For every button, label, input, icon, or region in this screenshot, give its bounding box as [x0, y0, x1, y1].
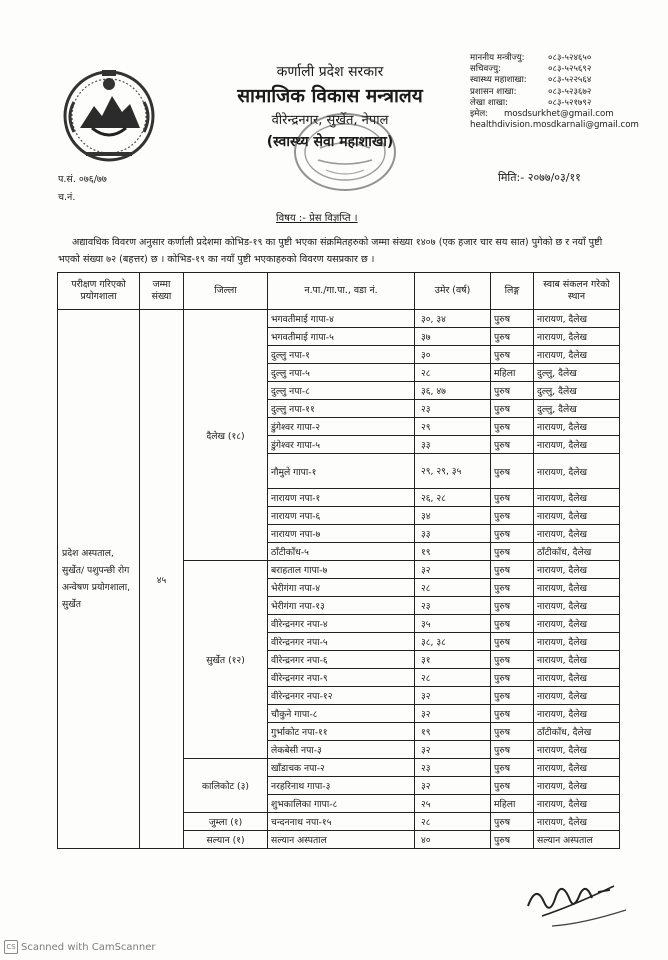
govt-name: कर्णाली प्रदेश सरकार — [276, 64, 384, 80]
swab-site-cell: नारायण, दैलेख — [534, 507, 620, 525]
sex-cell: महिला — [491, 364, 534, 382]
contact-label: इमेल: — [470, 109, 489, 120]
municipality-cell: भगवतीमाई गापा-४ — [268, 310, 415, 328]
sex-cell: पुरुष — [491, 507, 534, 525]
document-date: मिति:- २०७७/०३/११ — [498, 171, 581, 184]
age-cell: ३६, ४७ — [415, 382, 491, 400]
swab-site-cell: ठाँटीकाँध, दैलेख — [534, 543, 620, 561]
municipality-cell: चन्दननाथ नपा-१५ — [268, 813, 415, 831]
sex-cell: पुरुष — [491, 687, 534, 705]
age-cell: २८ — [415, 669, 491, 687]
email-address-2: healthdivision.mosdkarnali@gmail.com — [470, 120, 639, 131]
sex-cell: पुरुष — [491, 615, 534, 633]
swab-site-cell: दुल्लु, दैलेख — [534, 364, 620, 382]
swab-site-cell: ठाँटीकाँध, दैलेख — [534, 723, 620, 741]
age-cell: २९, २९, ३५ — [415, 454, 491, 489]
sex-cell: पुरुष — [491, 489, 534, 507]
email-address: mosdsurkhet@gmail.com — [504, 109, 614, 120]
swab-site-cell: नारायण, दैलेख — [534, 777, 620, 795]
swab-site-cell: नारायण, दैलेख — [534, 597, 620, 615]
covid-cases-table — [57, 272, 620, 849]
sex-cell: पुरुष — [491, 741, 534, 759]
age-cell: २३ — [415, 400, 491, 418]
municipality-cell: ठाँटीकाँध-५ — [268, 543, 415, 561]
contact-value: ०८३-५२३६७२ — [548, 86, 592, 97]
total-cell: ४५ — [140, 310, 184, 849]
contact-row — [470, 64, 660, 75]
district-cell: सुर्खेत (१२) — [184, 561, 268, 759]
municipality-cell: खाँडाचक नपा-२ — [268, 759, 415, 777]
municipality-cell: सल्यान अस्पताल — [268, 831, 415, 849]
contact-row — [470, 98, 660, 109]
sex-cell: पुरुष — [491, 579, 534, 597]
district-cell: कालिकोट (३) — [184, 759, 268, 813]
swab-site-cell: नारायण, दैलेख — [534, 525, 620, 543]
sex-cell: पुरुष — [491, 633, 534, 651]
municipality-cell: वीरेन्द्रनगर नपा-५ — [268, 633, 415, 651]
sex-cell: पुरुष — [491, 400, 534, 418]
contact-row — [470, 109, 660, 120]
municipality-cell: भेरीगंगा नपा-४ — [268, 579, 415, 597]
sex-cell: पुरुष — [491, 310, 534, 328]
swab-site-cell: सल्यान अस्पताल — [534, 831, 620, 849]
swab-site-cell: नारायण, दैलेख — [534, 741, 620, 759]
municipality-cell: डुंगेश्वर गापा-५ — [268, 436, 415, 454]
intro-paragraph: अद्यावधिक विवरण अनुसार कर्णाली प्रदेशमा कोभिड-१९ का पुष्टी भएका संक्रमितहरुको जम्मा संख्या १४०७ (एक हजार चार सय सात) पुगेको छ र नयाँ पुष्टी भएको संख्या ७२ (बहत्तर) छ । कोभिड-१९ का नयाँ पुष्टी भएकाहरुको विवरण यसप्रकार छ । — [58, 237, 603, 265]
contact-row — [470, 75, 660, 86]
municipality-cell: डुंगेश्वर गापा-२ — [268, 418, 415, 436]
subject-line: विषय :- प्रेस विज्ञप्ति । — [276, 213, 358, 224]
swab-site-cell: दुल्लु, दैलेख — [534, 400, 620, 418]
municipality-cell: बराहताल गापा-७ — [268, 561, 415, 579]
swab-site-cell: नारायण, दैलेख — [534, 489, 620, 507]
municipality-cell: चौकुने गापा-८ — [268, 705, 415, 723]
col-header-age: उमेर (वर्ष) — [415, 273, 491, 310]
contact-label: सचिवज्यु: — [470, 64, 502, 75]
district-cell: जुम्ला (१) — [184, 813, 268, 831]
swab-site-cell: नारायण, दैलेख — [534, 310, 620, 328]
swab-site-cell: दुल्लु, दैलेख — [534, 382, 620, 400]
office-seal-stamp — [290, 108, 400, 196]
office-address: वीरेन्द्रनगर, सुर्खेत, नेपाल — [271, 113, 389, 128]
age-cell: २९ — [415, 418, 491, 436]
age-cell: १९ — [415, 723, 491, 741]
age-cell: ३७ — [415, 328, 491, 346]
age-cell: २८ — [415, 579, 491, 597]
age-cell: ४० — [415, 831, 491, 849]
age-cell: १९ — [415, 543, 491, 561]
lab-cell: प्रदेश अस्पताल, सुर्खेत/ पशुपन्छी रोग अन्वेषण प्रयोगशाला, सुर्खेत — [58, 310, 140, 849]
age-cell: ३० — [415, 346, 491, 364]
municipality-cell: नारायण नपा-७ — [268, 525, 415, 543]
municipality-cell: नारायण नपा-१ — [268, 489, 415, 507]
municipality-cell: वीरेन्द्रनगर नपा-६ — [268, 651, 415, 669]
age-cell: ३३ — [415, 525, 491, 543]
table-body — [58, 310, 620, 849]
swab-site-cell: नारायण, दैलेख — [534, 454, 620, 489]
sex-cell: पुरुष — [491, 831, 534, 849]
age-cell: २८ — [415, 813, 491, 831]
camscanner-icon: CS — [4, 940, 18, 954]
swab-site-cell: नारायण, दैलेख — [534, 579, 620, 597]
swab-site-cell: नारायण, दैलेख — [534, 651, 620, 669]
municipality-cell: शुभकालिका गापा-८ — [268, 795, 415, 813]
contact-list — [470, 53, 660, 131]
age-cell: २६, २८ — [415, 489, 491, 507]
age-cell: २५ — [415, 795, 491, 813]
district-cell: सल्यान (१) — [184, 831, 268, 849]
municipality-cell: भगवतीमाई गापा-५ — [268, 328, 415, 346]
swab-site-cell: नारायण, दैलेख — [534, 346, 620, 364]
contact-value: ०८३-५२४६५० — [548, 53, 592, 63]
sex-cell: पुरुष — [491, 525, 534, 543]
swab-site-cell: नारायण, दैलेख — [534, 669, 620, 687]
sex-cell: पुरुष — [491, 346, 534, 364]
col-header-sex: लिङ्ग — [491, 273, 534, 310]
sex-cell: पुरुष — [491, 436, 534, 454]
swab-site-cell: नारायण, दैलेख — [534, 759, 620, 777]
swab-site-cell: नारायण, दैलेख — [534, 418, 620, 436]
sex-cell: पुरुष — [491, 705, 534, 723]
age-cell: ३२ — [415, 705, 491, 723]
age-cell: ३०, ३४ — [415, 310, 491, 328]
age-cell: ३२ — [415, 741, 491, 759]
municipality-cell: दुल्लु नपा-५ — [268, 364, 415, 382]
swab-site-cell: नारायण, दैलेख — [534, 328, 620, 346]
municipality-cell: दुल्लु नपा-११ — [268, 400, 415, 418]
swab-site-cell: नारायण, दैलेख — [534, 795, 620, 813]
division-name: (स्वास्थ्य सेवा महाशाखा) — [266, 134, 394, 150]
sex-cell: पुरुष — [491, 813, 534, 831]
col-header-lab: परीक्षण गरिएको प्रयोगशाला — [58, 273, 140, 310]
contact-value: ०८३-५२५६९२ — [548, 64, 592, 75]
age-cell: ३४ — [415, 507, 491, 525]
contact-row — [470, 53, 660, 64]
municipality-cell: भेरीगंगा नपा-१३ — [268, 597, 415, 615]
col-header-district: जिल्ला — [184, 273, 268, 310]
municipality-cell: दुल्लु नपा-८ — [268, 382, 415, 400]
age-cell: ३५ — [415, 615, 491, 633]
age-cell: ३२ — [415, 687, 491, 705]
col-header-swab-site: स्वाब संकलन गरेको स्थान — [534, 273, 620, 310]
age-cell: ३२ — [415, 777, 491, 795]
dispatch-number: च.नं. — [58, 192, 76, 203]
swab-site-cell: नारायण, दैलेख — [534, 633, 620, 651]
municipality-cell: दुल्लु नपा-१ — [268, 346, 415, 364]
contact-label: प्रशासन शाखा: — [470, 86, 517, 97]
sex-cell: पुरुष — [491, 723, 534, 741]
swab-site-cell: नारायण, दैलेख — [534, 436, 620, 454]
sex-cell: पुरुष — [491, 454, 534, 489]
municipality-cell: नारायण नपा-६ — [268, 507, 415, 525]
municipality-cell: लेकबेसी नपा-३ — [268, 741, 415, 759]
scanner-watermark — [4, 940, 156, 954]
municipality-cell: वीरेन्द्रनगर नपा-४ — [268, 615, 415, 633]
col-header-municipality: न.पा./गा.पा., वडा नं. — [268, 273, 415, 310]
swab-site-cell: नारायण, दैलेख — [534, 561, 620, 579]
swab-site-cell: नारायण, दैलेख — [534, 687, 620, 705]
swab-site-cell: नारायण, दैलेख — [534, 705, 620, 723]
sex-cell: पुरुष — [491, 543, 534, 561]
sex-cell: पुरुष — [491, 382, 534, 400]
contact-value: ०८३-५२२५६४ — [548, 75, 592, 86]
sex-cell: महिला — [491, 795, 534, 813]
ministry-name: सामाजिक विकास मन्त्रालय — [237, 85, 423, 107]
district-cell: दैलेख (१८) — [184, 310, 268, 561]
contact-label: लेखा शाखा: — [470, 97, 509, 108]
nepal-emblem-icon — [56, 62, 162, 166]
age-cell: ३२ — [415, 561, 491, 579]
age-cell: ३३ — [415, 436, 491, 454]
sex-cell: पुरुष — [491, 777, 534, 795]
age-cell: ३१ — [415, 651, 491, 669]
reference-number: प.सं. ०७६/७७ — [58, 174, 107, 185]
sex-cell: पुरुष — [491, 759, 534, 777]
municipality-cell: वीरेन्द्रनगर नपा-९ — [268, 669, 415, 687]
municipality-cell: गुर्भाकोट नपा-११ — [268, 723, 415, 741]
contact-label: माननीय मन्त्रीज्यु: — [470, 53, 525, 63]
swab-site-cell: नारायण, दैलेख — [534, 813, 620, 831]
table-row — [58, 310, 620, 328]
table-header-row — [58, 273, 620, 310]
municipality-cell: वीरेन्द्रनगर नपा-१२ — [268, 687, 415, 705]
municipality-cell: नौमुले गापा-१ — [268, 454, 415, 489]
age-cell: २८ — [415, 364, 491, 382]
sex-cell: पुरुष — [491, 597, 534, 615]
scanner-watermark-text: Scanned with CamScanner — [21, 941, 156, 953]
sex-cell: पुरुष — [491, 418, 534, 436]
sex-cell: पुरुष — [491, 328, 534, 346]
age-cell: ३८, ३८ — [415, 633, 491, 651]
sex-cell: पुरुष — [491, 561, 534, 579]
signature — [522, 876, 632, 934]
sex-cell: पुरुष — [491, 669, 534, 687]
swab-site-cell: नारायण, दैलेख — [534, 615, 620, 633]
col-header-total: जम्मा संख्या — [140, 273, 184, 310]
age-cell: २३ — [415, 759, 491, 777]
age-cell: २३ — [415, 597, 491, 615]
contact-value: ०८३-५२१७९२ — [548, 97, 592, 108]
sex-cell: पुरुष — [491, 651, 534, 669]
contact-label: स्वास्थ्य महाशाखा: — [470, 75, 527, 86]
municipality-cell: नरहरिनाथ गापा-३ — [268, 777, 415, 795]
contact-row — [470, 87, 660, 98]
